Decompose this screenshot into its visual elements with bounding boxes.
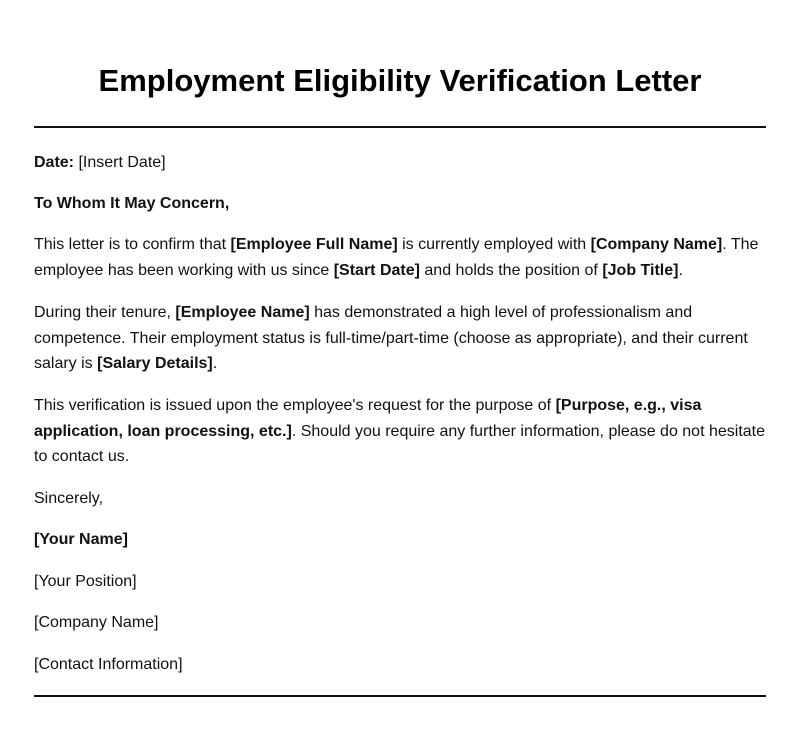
paragraph-purpose [34, 393, 769, 470]
text-segment: . Should you require any further information, please do not hesitate to contact us. [34, 422, 766, 465]
salutation [34, 191, 769, 217]
company-name-placeholder: [Company Name] [590, 236, 723, 253]
text-segment: . [678, 261, 683, 279]
text-segment: During their tenure, [34, 304, 176, 321]
bottom-divider [34, 695, 766, 697]
closing: Sincerely, [34, 490, 104, 507]
start-date-placeholder: [Start Date] [333, 261, 420, 279]
purpose-placeholder: [Purpose, e.g., visa application, loan processing, etc.] [34, 397, 702, 440]
date-value: [Insert Date] [78, 154, 166, 171]
text-segment: has demonstrated a high level of professionalism and competence. Their employment status is full-time/part-time (choose as appropriate), and their current salary is [34, 304, 748, 372]
page-title: Employment Eligibility Verification Letter [98, 63, 702, 98]
text-segment: This letter is to confirm that [34, 236, 231, 253]
text-segment: . The employee has been working with us since [34, 236, 759, 279]
signature-name-text: [Your Name] [34, 531, 128, 548]
text-segment: and holds the position of [419, 261, 603, 279]
text-segment: is currently employed with [397, 236, 591, 253]
employee-full-name-placeholder: [Employee Full Name] [230, 236, 398, 253]
date-label: Date: [34, 154, 75, 171]
paragraph-tenure [34, 300, 769, 377]
job-title-placeholder: [Job Title] [602, 261, 679, 279]
employee-name-placeholder: [Employee Name] [175, 304, 310, 321]
text-segment: . [212, 355, 218, 372]
salutation-text: To Whom It May Concern, [34, 195, 230, 212]
top-divider [34, 126, 766, 128]
paragraph-employment [34, 232, 769, 283]
salary-details-placeholder: [Salary Details] [97, 355, 213, 372]
text-segment: This verification is issued upon the employee's request for the purpose of [34, 397, 556, 414]
signature-company: [Company Name] [34, 614, 159, 631]
signature-name [34, 527, 769, 553]
date-line [34, 150, 769, 176]
signature-position: [Your Position] [34, 573, 137, 590]
signature-contact: [Contact Information] [34, 656, 183, 673]
